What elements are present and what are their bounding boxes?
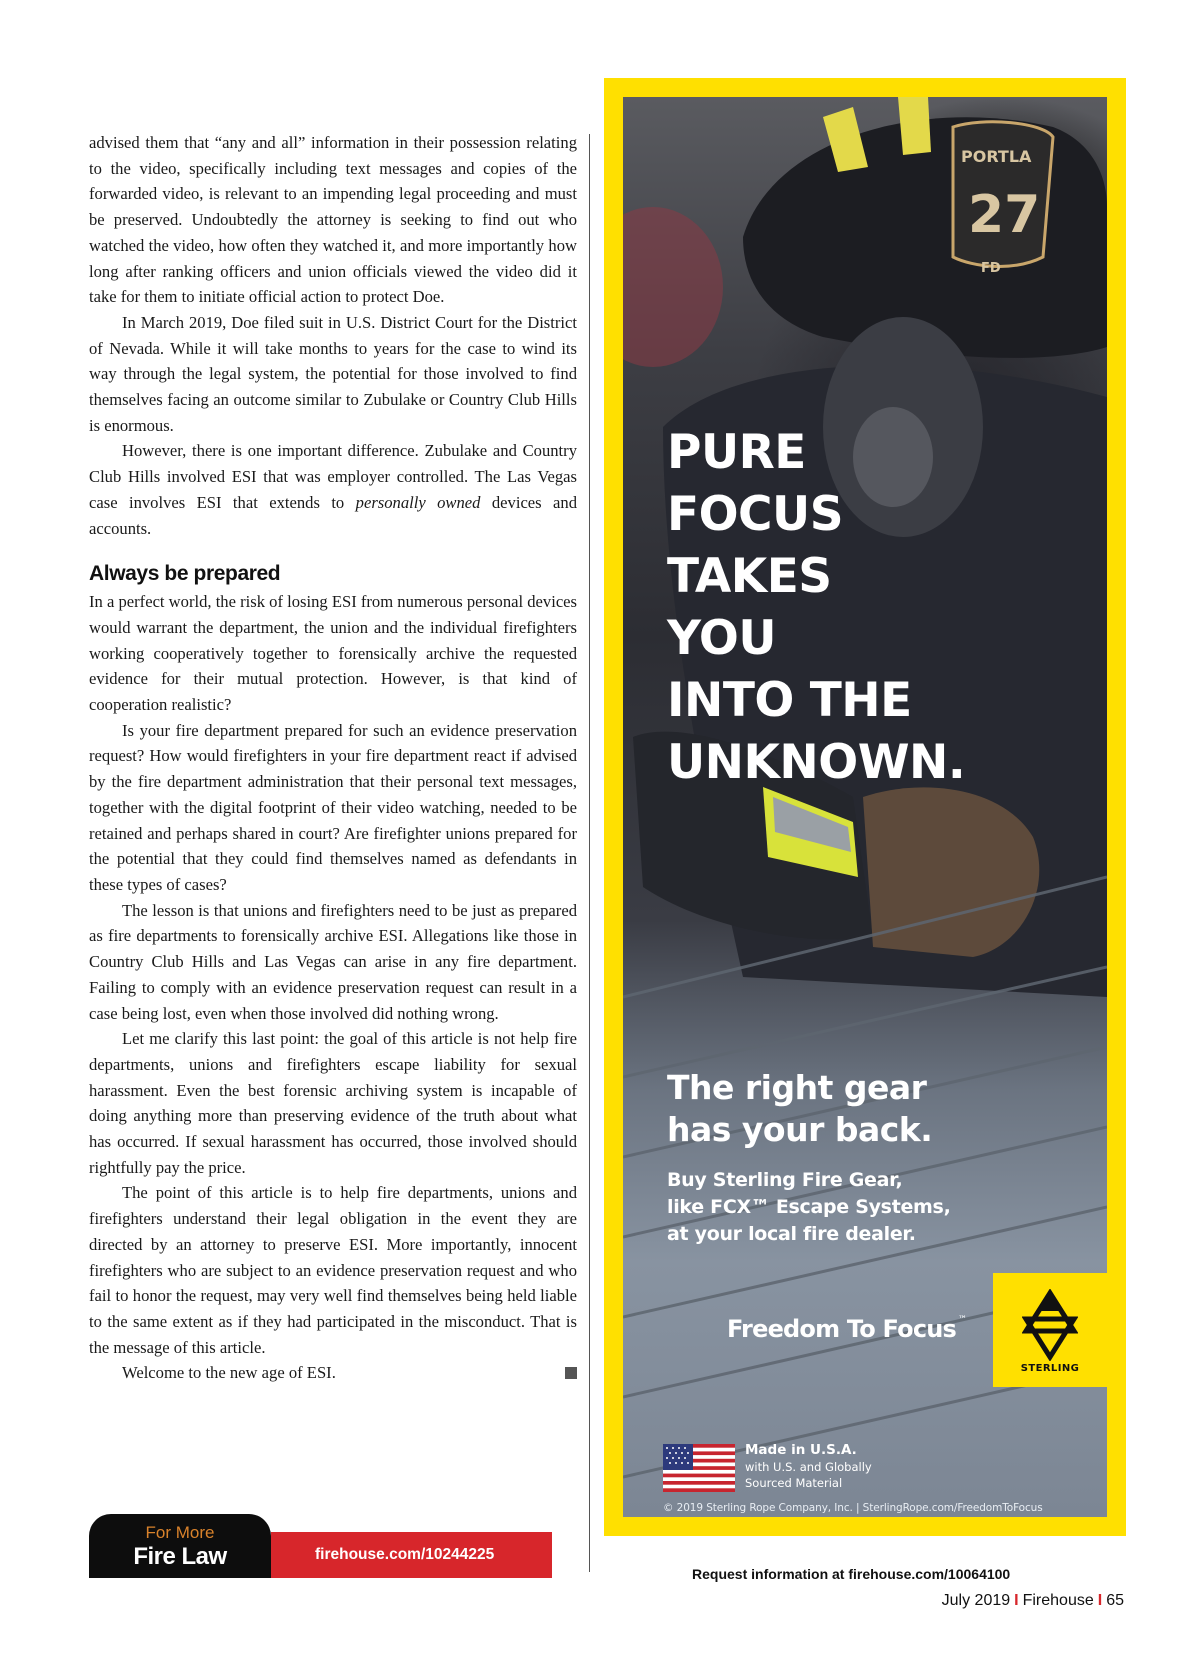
- section-heading: Always be prepared: [89, 562, 281, 586]
- made-subtitle: with U.S. and Globally: [745, 1460, 872, 1474]
- headline-line: INTO THE: [667, 673, 912, 728]
- ad-copyright: © 2019 Sterling Rope Company, Inc. | SterlingRope.com/FreedomToFocus: [663, 1502, 1043, 1514]
- page-number: 65: [1106, 1592, 1124, 1609]
- ad-buy-text: [667, 1167, 950, 1248]
- emphasis-text: personally owned: [355, 492, 481, 512]
- made-in-usa: [745, 1441, 872, 1491]
- issue-date: July 2019: [941, 1592, 1011, 1609]
- trademark-mark: ™: [958, 1315, 967, 1325]
- paragraph-text: devices and accounts.: [89, 492, 578, 538]
- buy-line: Buy Sterling Fire Gear,: [667, 1169, 903, 1191]
- buy-line: like FCX™ Escape Systems,: [667, 1196, 951, 1218]
- tagline-line: The right gear: [667, 1068, 927, 1107]
- for-more-link[interactable]: firehouse.com/10244225: [271, 1532, 552, 1578]
- made-title: Made in U.S.A.: [745, 1442, 857, 1458]
- brand-name: STERLING: [1020, 1363, 1080, 1374]
- headline-line: YOU: [667, 611, 776, 666]
- sterling-logo-icon: [1022, 1289, 1078, 1361]
- helmet-fd-text: FD: [981, 261, 1001, 276]
- us-flag-icon: [663, 1444, 735, 1492]
- ad-tagline: [667, 1067, 932, 1151]
- for-more-banner: [89, 1514, 552, 1578]
- request-info-link[interactable]: Request information at firehouse.com/10064100: [692, 1566, 1011, 1582]
- page-folio: [942, 1592, 1124, 1610]
- article-body: [89, 130, 577, 1386]
- folio-separator: I: [1014, 1592, 1019, 1609]
- made-subtitle: Sourced Material: [745, 1476, 843, 1490]
- headline-line: UNKNOWN.: [667, 735, 966, 790]
- magazine-name: Firehouse: [1022, 1592, 1094, 1609]
- headline-line: FOCUS: [667, 487, 844, 542]
- end-mark-icon: [565, 1367, 577, 1379]
- tagline-line: has your back.: [667, 1110, 933, 1149]
- paragraph: The point of this article is to help fire departments, unions and firefighters understand their legal obligation in the event they are directed by an attorney to preserve ESI. More importantly, innocent firefighters who are subject to an evidence preservation request and who fail to honor the request, may very well find themselves being held liable to the same extent as if they had participated in the misconduct. That is the message of this article.: [89, 1183, 577, 1357]
- paragraph: Is your fire department prepared for such an evidence preservation request? How would firefighters in your fire department react if advised by the fire department administration that their personal text messages, together with the digital footprint of their video watching, needed to be retained and perhaps shared in court? Are firefighter unions prepared for the potential that they could find themselves named as defendants in these types of cases?: [89, 720, 577, 894]
- paragraph: In a perfect world, the risk of losing ESI from numerous personal devices would warrant the department, the union and the individual firefighters working cooperatively together to forensically archive the requested evidence for their mutual protection. However, is that kind of cooperation realistic?: [89, 592, 578, 715]
- headline-line: TAKES: [667, 549, 832, 604]
- helmet-number-text: 27: [968, 185, 1041, 245]
- paragraph: advised them that “any and all” information in their possession relating to the video, specifically including text messages and copies of the forwarded video, is relevant to an impending legal proceeding and must be preserved. Undoubtedly the attorney is seeking to find out who watched the video, how often they watched it, and more importantly how long after ranking officers and union officials viewed the video did it take for them to initiate official action to protect Doe.: [89, 133, 577, 307]
- headline-line: PURE: [667, 425, 806, 480]
- folio-separator: I: [1097, 1592, 1103, 1609]
- paragraph: [89, 1360, 577, 1386]
- paragraph-text: However, there is one important difference. Zubulake and Country Club Hills involved ESI that was employer controlled. The Las Vegas case involves ESI that extends to: [89, 441, 577, 512]
- sterling-logo: [993, 1273, 1107, 1387]
- column-divider: [589, 134, 590, 1572]
- paragraph: Let me clarify this last point: the goal of this article is not help fire departments, unions and firefighters escape liability for sexual harassment. Even the best forensic archiving system is incapable of doing anything more than preserving evidence of the truth about what has occurred. If sexual harassment has occurred, those involved should rightfully pay the price.: [89, 1029, 577, 1177]
- ad-headline: [667, 422, 965, 794]
- helmet-city-text: PORTLA: [961, 147, 1032, 166]
- for-more-tab: [89, 1514, 271, 1578]
- for-more-topic: Fire Law: [133, 1543, 227, 1570]
- paragraph: The lesson is that unions and firefighters need to be just as prepared as fire departments to forensically archive ESI. Allegations like those in Country Club Hills and Las Vegas can arise in any fire department. Failing to comply with an evidence preservation request can result in a case being lost, even when those involved did nothing wrong.: [89, 900, 577, 1023]
- slogan-text: Freedom To Focus: [727, 1315, 957, 1343]
- buy-line: at your local fire dealer.: [667, 1223, 916, 1245]
- for-more-label: For More: [145, 1523, 215, 1542]
- ad-slogan: [727, 1315, 966, 1343]
- closing-line: Welcome to the new age of ESI.: [122, 1363, 336, 1383]
- paragraph: [89, 438, 577, 541]
- sterling-ad: [623, 97, 1107, 1517]
- paragraph: In March 2019, Doe filed suit in U.S. District Court for the District of Nevada. While it will take months to years for the case to wind its way through the legal system, the potential for those involved to find themselves facing an outcome similar to Zubulake or Country Club Hills is enormous.: [89, 312, 577, 435]
